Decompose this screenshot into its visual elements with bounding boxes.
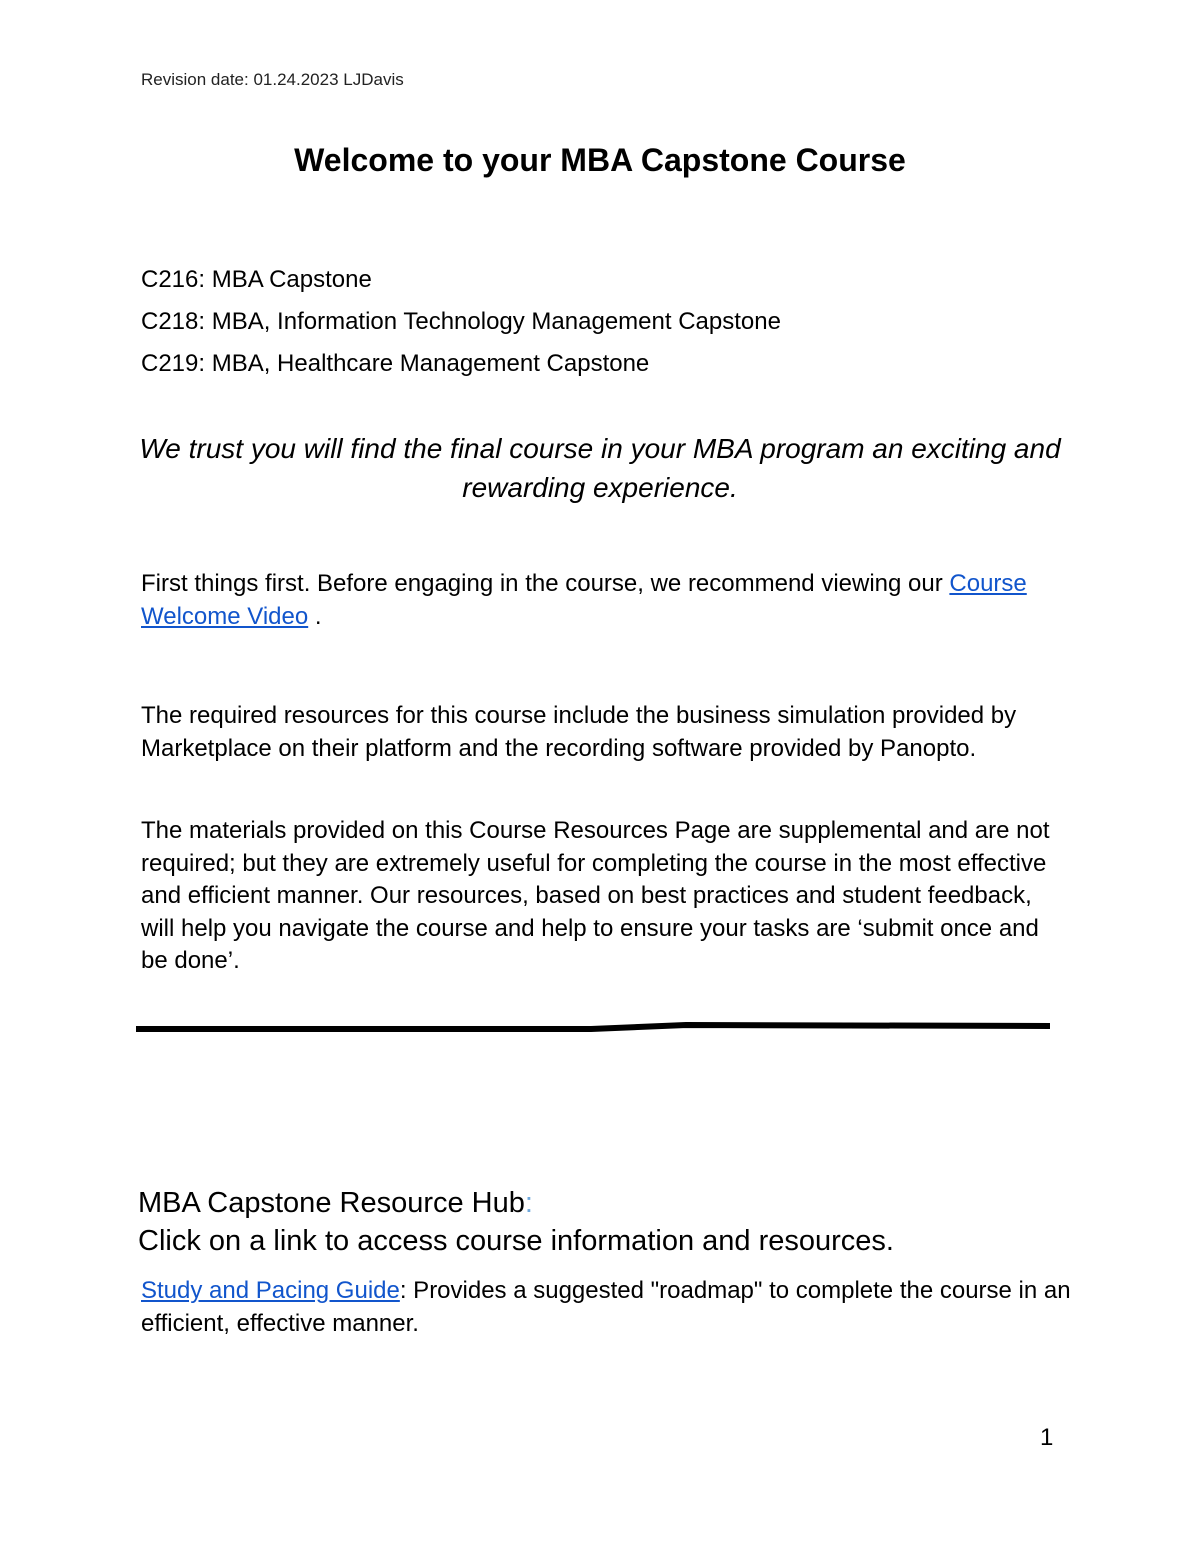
study-guide-description: : Provides a suggested "roadmap" to complete the course in an efficient, effective manner. bbox=[141, 1277, 1071, 1337]
resource-hub-heading bbox=[138, 1184, 533, 1222]
page-number: 1 bbox=[1040, 1424, 1054, 1451]
course-item-c216: C216: MBA Capstone bbox=[141, 266, 372, 293]
tagline: We trust you will find the final course in your MBA program an exciting and rewarding experience. bbox=[139, 433, 1061, 503]
page-title: Welcome to your MBA Capstone Course bbox=[294, 142, 906, 178]
revision-date: Revision date: 01.24.2023 LJDavis bbox=[141, 70, 404, 89]
resource-item-study-guide bbox=[141, 1275, 1071, 1340]
intro-text: First things first. Before engaging in the course, we recommend viewing our bbox=[141, 570, 950, 597]
course-welcome-video-link[interactable]: Course Welcome Video bbox=[141, 570, 1027, 630]
study-and-pacing-guide-link[interactable]: Study and Pacing Guide bbox=[141, 1277, 400, 1304]
resource-hub-title: MBA Capstone Resource Hub bbox=[138, 1187, 525, 1219]
course-item-c218: C218: MBA, Information Technology Management Capstone bbox=[141, 308, 781, 335]
course-list bbox=[141, 259, 781, 385]
required-resources-paragraph: The required resources for this course include the business simulation provided by Marketplace on their platform and the recording software provided by Panopto. bbox=[141, 702, 1017, 762]
horizontal-divider bbox=[136, 1018, 1050, 1034]
intro-paragraph bbox=[141, 568, 1071, 633]
course-item-c219: C219: MBA, Healthcare Management Capstone bbox=[141, 350, 650, 377]
materials-paragraph: The materials provided on this Course Resources Page are supplemental and are not required; but they are extremely useful for completing the course in the most effective and efficient manner. Our resources, based on best practices and student feedback, will help you navigate the course and help to ensure your tasks are ‘submit once and be done’. bbox=[141, 817, 1050, 974]
resource-hub-colon: : bbox=[524, 1187, 533, 1219]
resource-hub-subheading: Click on a link to access course information and resources. bbox=[138, 1225, 894, 1257]
intro-text-end: . bbox=[308, 602, 322, 630]
